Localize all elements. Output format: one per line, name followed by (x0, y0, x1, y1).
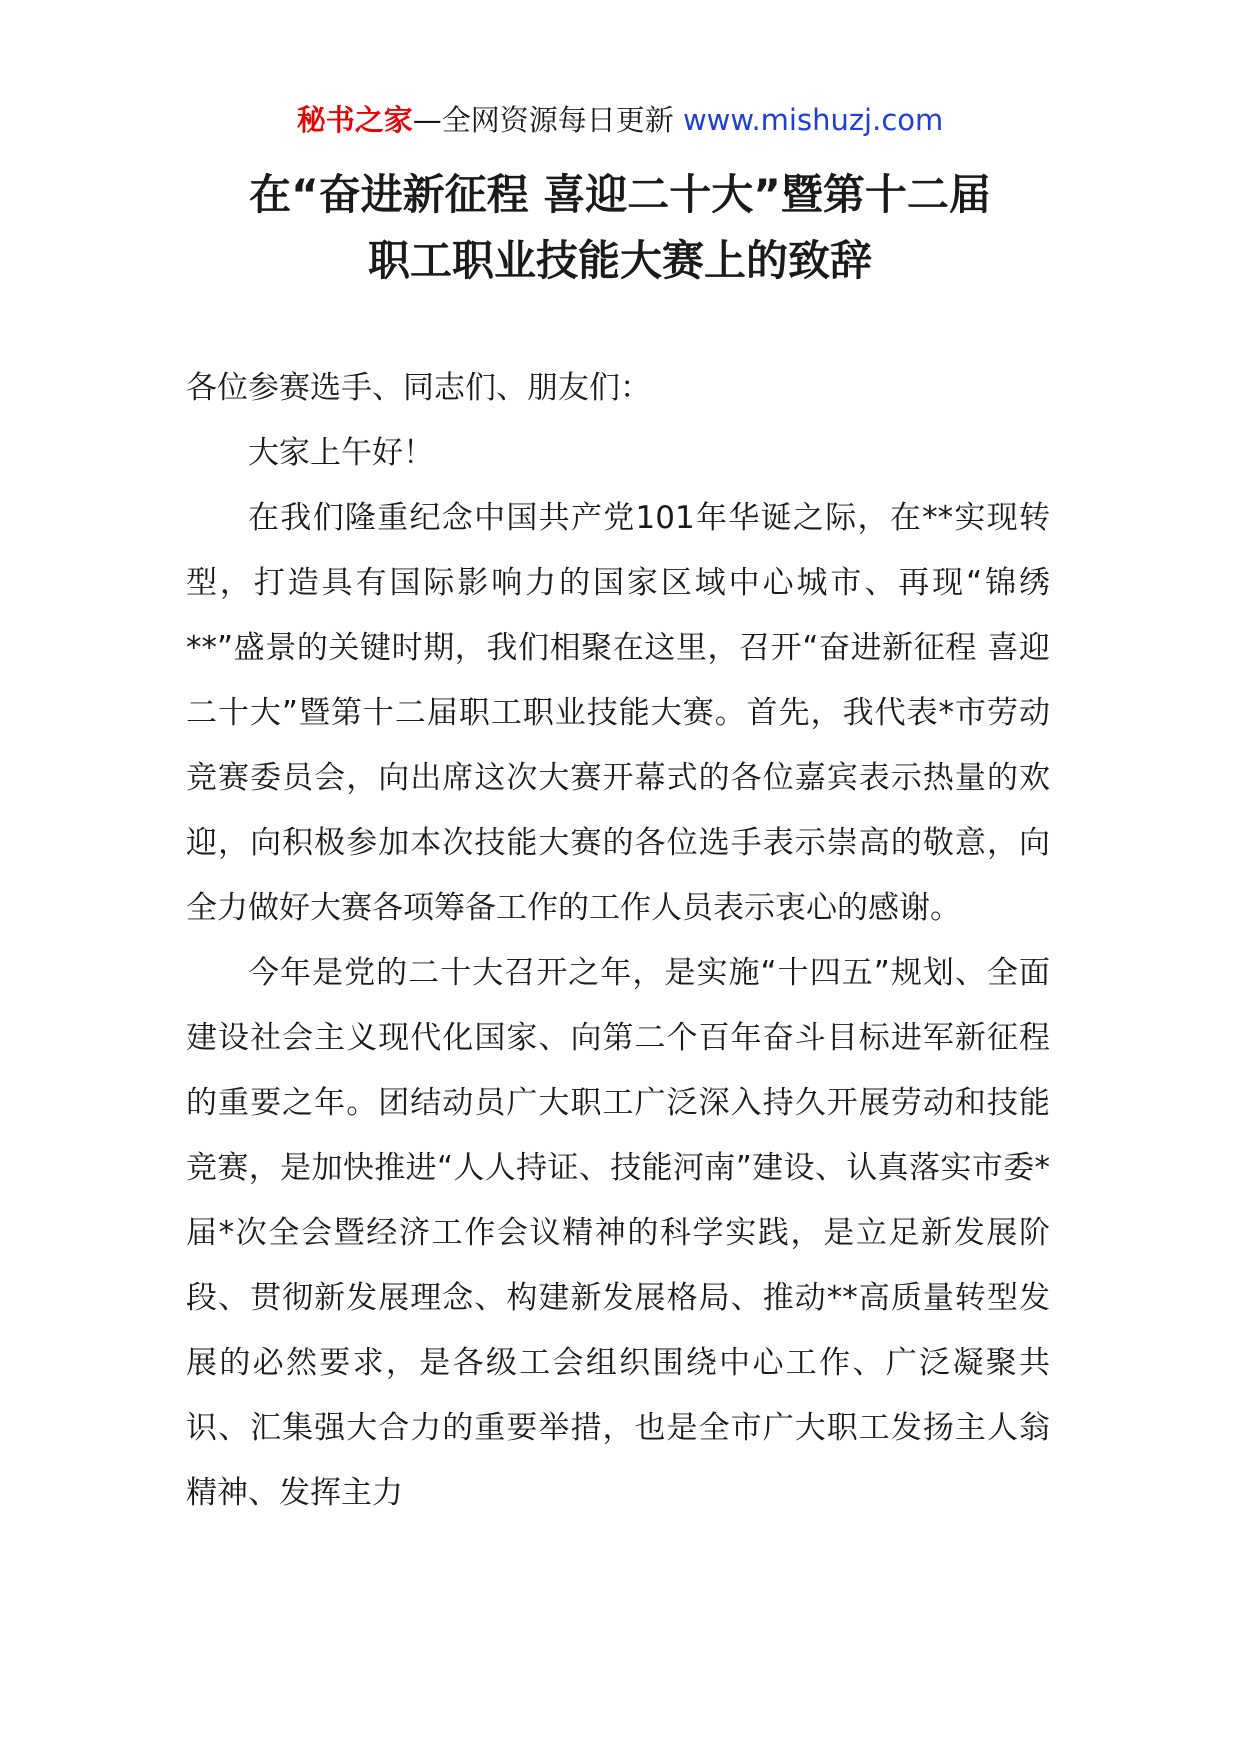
site-header (0, 100, 1240, 140)
greeting: 大家上午好！ (248, 435, 434, 471)
title-line-2: 职工职业技能大赛上的致辞 (367, 236, 872, 285)
document-body (186, 356, 1050, 1526)
document-title (120, 162, 1120, 294)
salutation: 各位参赛选手、同志们、朋友们： (186, 370, 651, 406)
body-paragraph-1: 在我们隆重纪念中国共产党101年华诞之际，在**实现转型，打造具有国际影响力的国家区域中心城市、再现“锦绣**”盛景的关键时期，我们相聚在这里，召开“奋进新征程 喜迎二十大”暨第十二届职工职业技能大赛。首先，我代表*市劳动竞赛委员会，向出席这次大赛开幕式的各位嘉宾表示热量的欢迎，向积极参加本次技能大赛的各位选手表示崇高的敬意，向全力做好大赛各项筹备工作的工作人员表示衷心的感谢。 (186, 500, 1050, 926)
title-line-1: 在“奋进新征程 喜迎二十大”暨第十二届 (249, 170, 991, 219)
site-url-link[interactable]: www.mishuzj.com (682, 103, 944, 137)
brand-name: 秘书之家 (296, 103, 413, 137)
header-tagline: —全网资源每日更新 (412, 103, 674, 137)
body-paragraph-2: 今年是党的二十大召开之年，是实施“十四五”规划、全面建设社会主义现代化国家、向第二个百年奋斗目标进军新征程的重要之年。团结动员广大职工广泛深入持久开展劳动和技能竞赛，是加快推进“人人持证、技能河南”建设、认真落实市委*届*次全会暨经济工作会议精神的科学实践，是立足新发展阶段、贯彻新发展理念、构建新发展格局、推动**高质量转型发展的必然要求，是各级工会组织围绕中心工作、广泛凝聚共识、汇集强大合力的重要举措，也是全市广大职工发扬主人翁精神、发挥主力 (186, 955, 1050, 1511)
